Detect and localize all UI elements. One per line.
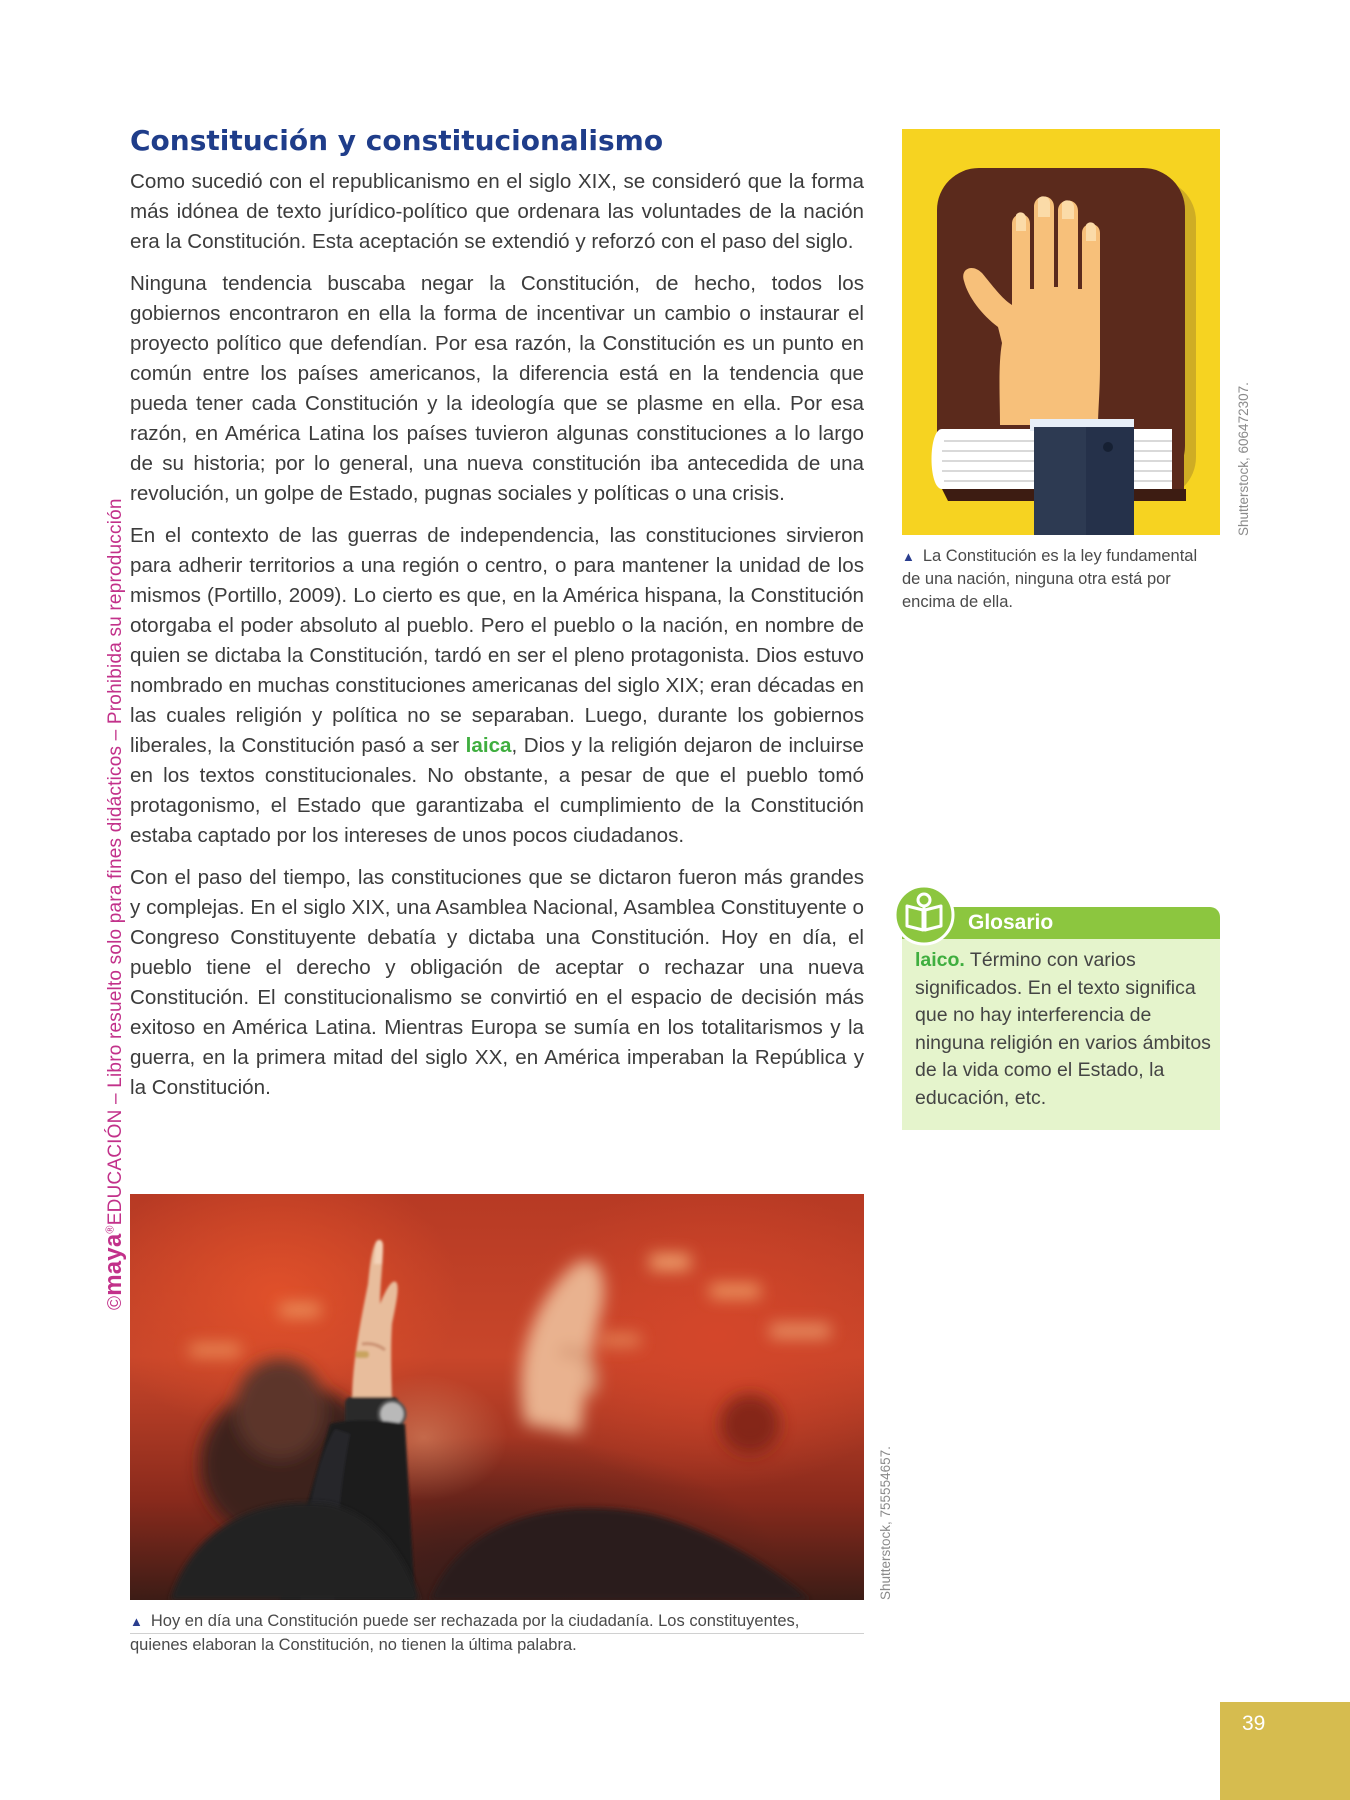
caption-bottom-line-2: quienes elaboran la Constitución, no tienen la última palabra. [130,1636,577,1654]
paragraph-4: Con el paso del tiempo, las constituciones que se dictaron fueron más grandes y complejas. En el siglo XIX, una Asamblea Nacional, Asamblea Constituyente o Congreso Constituyente debatía y dictaba una Constitución. Hoy en día, el pueblo tiene el derecho y obligación de aceptar o rechazar una nueva Constitución. El constitucionalismo se convirtió en el espacio de decisión más exitoso en América Latina. Mientras Europa se sumía en los totalitarismos y la guerra, en la primera mitad del siglo XX, en América imperaban la República y la Constitución. [130,866,864,1099]
glossary-entry [915,947,1215,1112]
side-copyright-notice [100,498,128,1310]
photo-credit-bottom: Shutterstock, 755554657. [878,1446,893,1600]
caption-marker-icon: ▲ [130,1614,143,1629]
raised-hands-photo [130,1194,864,1600]
glossary-title: Glosario [968,911,1054,934]
paragraph-3-start: En el contexto de las guerras de independencia, las constituciones sirvieron para adherir territorios a una región o centro, o para mantener la unidad de los mismos (Portillo, 2009). Lo cierto es que, en la América hispana, la Constitución otorgaba el poder absoluto al pueblo. Pero el pueblo o la nación, en nombre de quien se dictaba la Constitución, tardó en ser el pleno protagonista. Dios estuvo nombrado en muchas constituciones americanas del siglo XIX; eran décadas en las cuales religión y política no se separaban. Luego, durante los gobiernos liberales, la Constitución pasó a ser [130,524,864,757]
caption-bottom [130,1610,864,1657]
paragraph-3-end: , Dios y la religión dejaron de incluirse en los textos constitucionales. No obstante, a pesar de que el pueblo tomó protagonismo, el Estado que garantizaba el cumplimiento de la Constitución estaba captado por los intereses de unos pocos ciudadanos. [130,734,864,847]
glossary-term: laico. [915,949,965,971]
section-heading: Constitución y constitucionalismo [130,124,664,157]
page-number: 39 [1242,1712,1266,1735]
glossary-body [902,939,1220,1130]
paragraph-1: Como sucedió con el republicanismo en el siglo XIX, se consideró que la forma más idónea de texto jurídico-político que ordenara las voluntades de la nación era la Constitución. Esta aceptación se extendió y reforzó con el paso del siglo. [130,170,864,253]
paragraph-2: Ninguna tendencia buscaba negar la Constitución, de hecho, todos los gobiernos encontraron en ella la forma de incentivar un cambio o instaurar el proyecto político que defendían. Por esa razón, la Constitución es un punto en común entre los países americanos, la diferencia está en la tendencia que pueda tener cada Constitución y la ideología que se plasme en ella. Por esa razón, en América Latina los países tuvieron algunas constituciones a lo largo de su historia; por lo general, una nueva constitución iba antecedida de una revolución, un golpe de Estado, pugnas sociales y políticas o una crisis. [130,272,864,505]
caption-bottom-line-1-wrap [130,1610,864,1634]
book-magnifier-icon [893,884,955,946]
raised-hands-illustration [130,1194,864,1600]
glossary-term-link: laica [465,734,512,757]
caption-right [902,545,1220,614]
glossary-definition: Término con varios significados. En el texto significa que no hay interferencia de ninguna religión en varios ámbitos de la vida como el Estado, la educación, etc. [915,949,1211,1109]
main-column [130,124,864,1115]
caption-right-text: La Constitución es la ley fundamental de una nación, ninguna otra está por encima de ella. [902,547,1198,611]
copyright-symbol: © [105,1295,126,1310]
registered-symbol: ® [104,1225,117,1234]
brand-logo-text: maya [100,1233,127,1296]
page-number-tab [1220,1702,1350,1800]
photo-credit-right: Shutterstock, 606472307. [1236,382,1251,536]
oath-hand-illustration [902,129,1220,535]
caption-marker-icon: ▲ [902,549,915,564]
caption-bottom-line-1: Hoy en día una Constitución puede ser rechazada por la ciudadanía. Los constituyentes, [150,1612,800,1630]
glossary-box [902,905,1220,1130]
paragraph-3 [130,521,864,851]
copyright-text: EDUCACIÓN – Libro resuelto solo para fines didácticos – Prohibida su reproducción [105,498,126,1226]
hand-on-book-icon [902,129,1220,535]
